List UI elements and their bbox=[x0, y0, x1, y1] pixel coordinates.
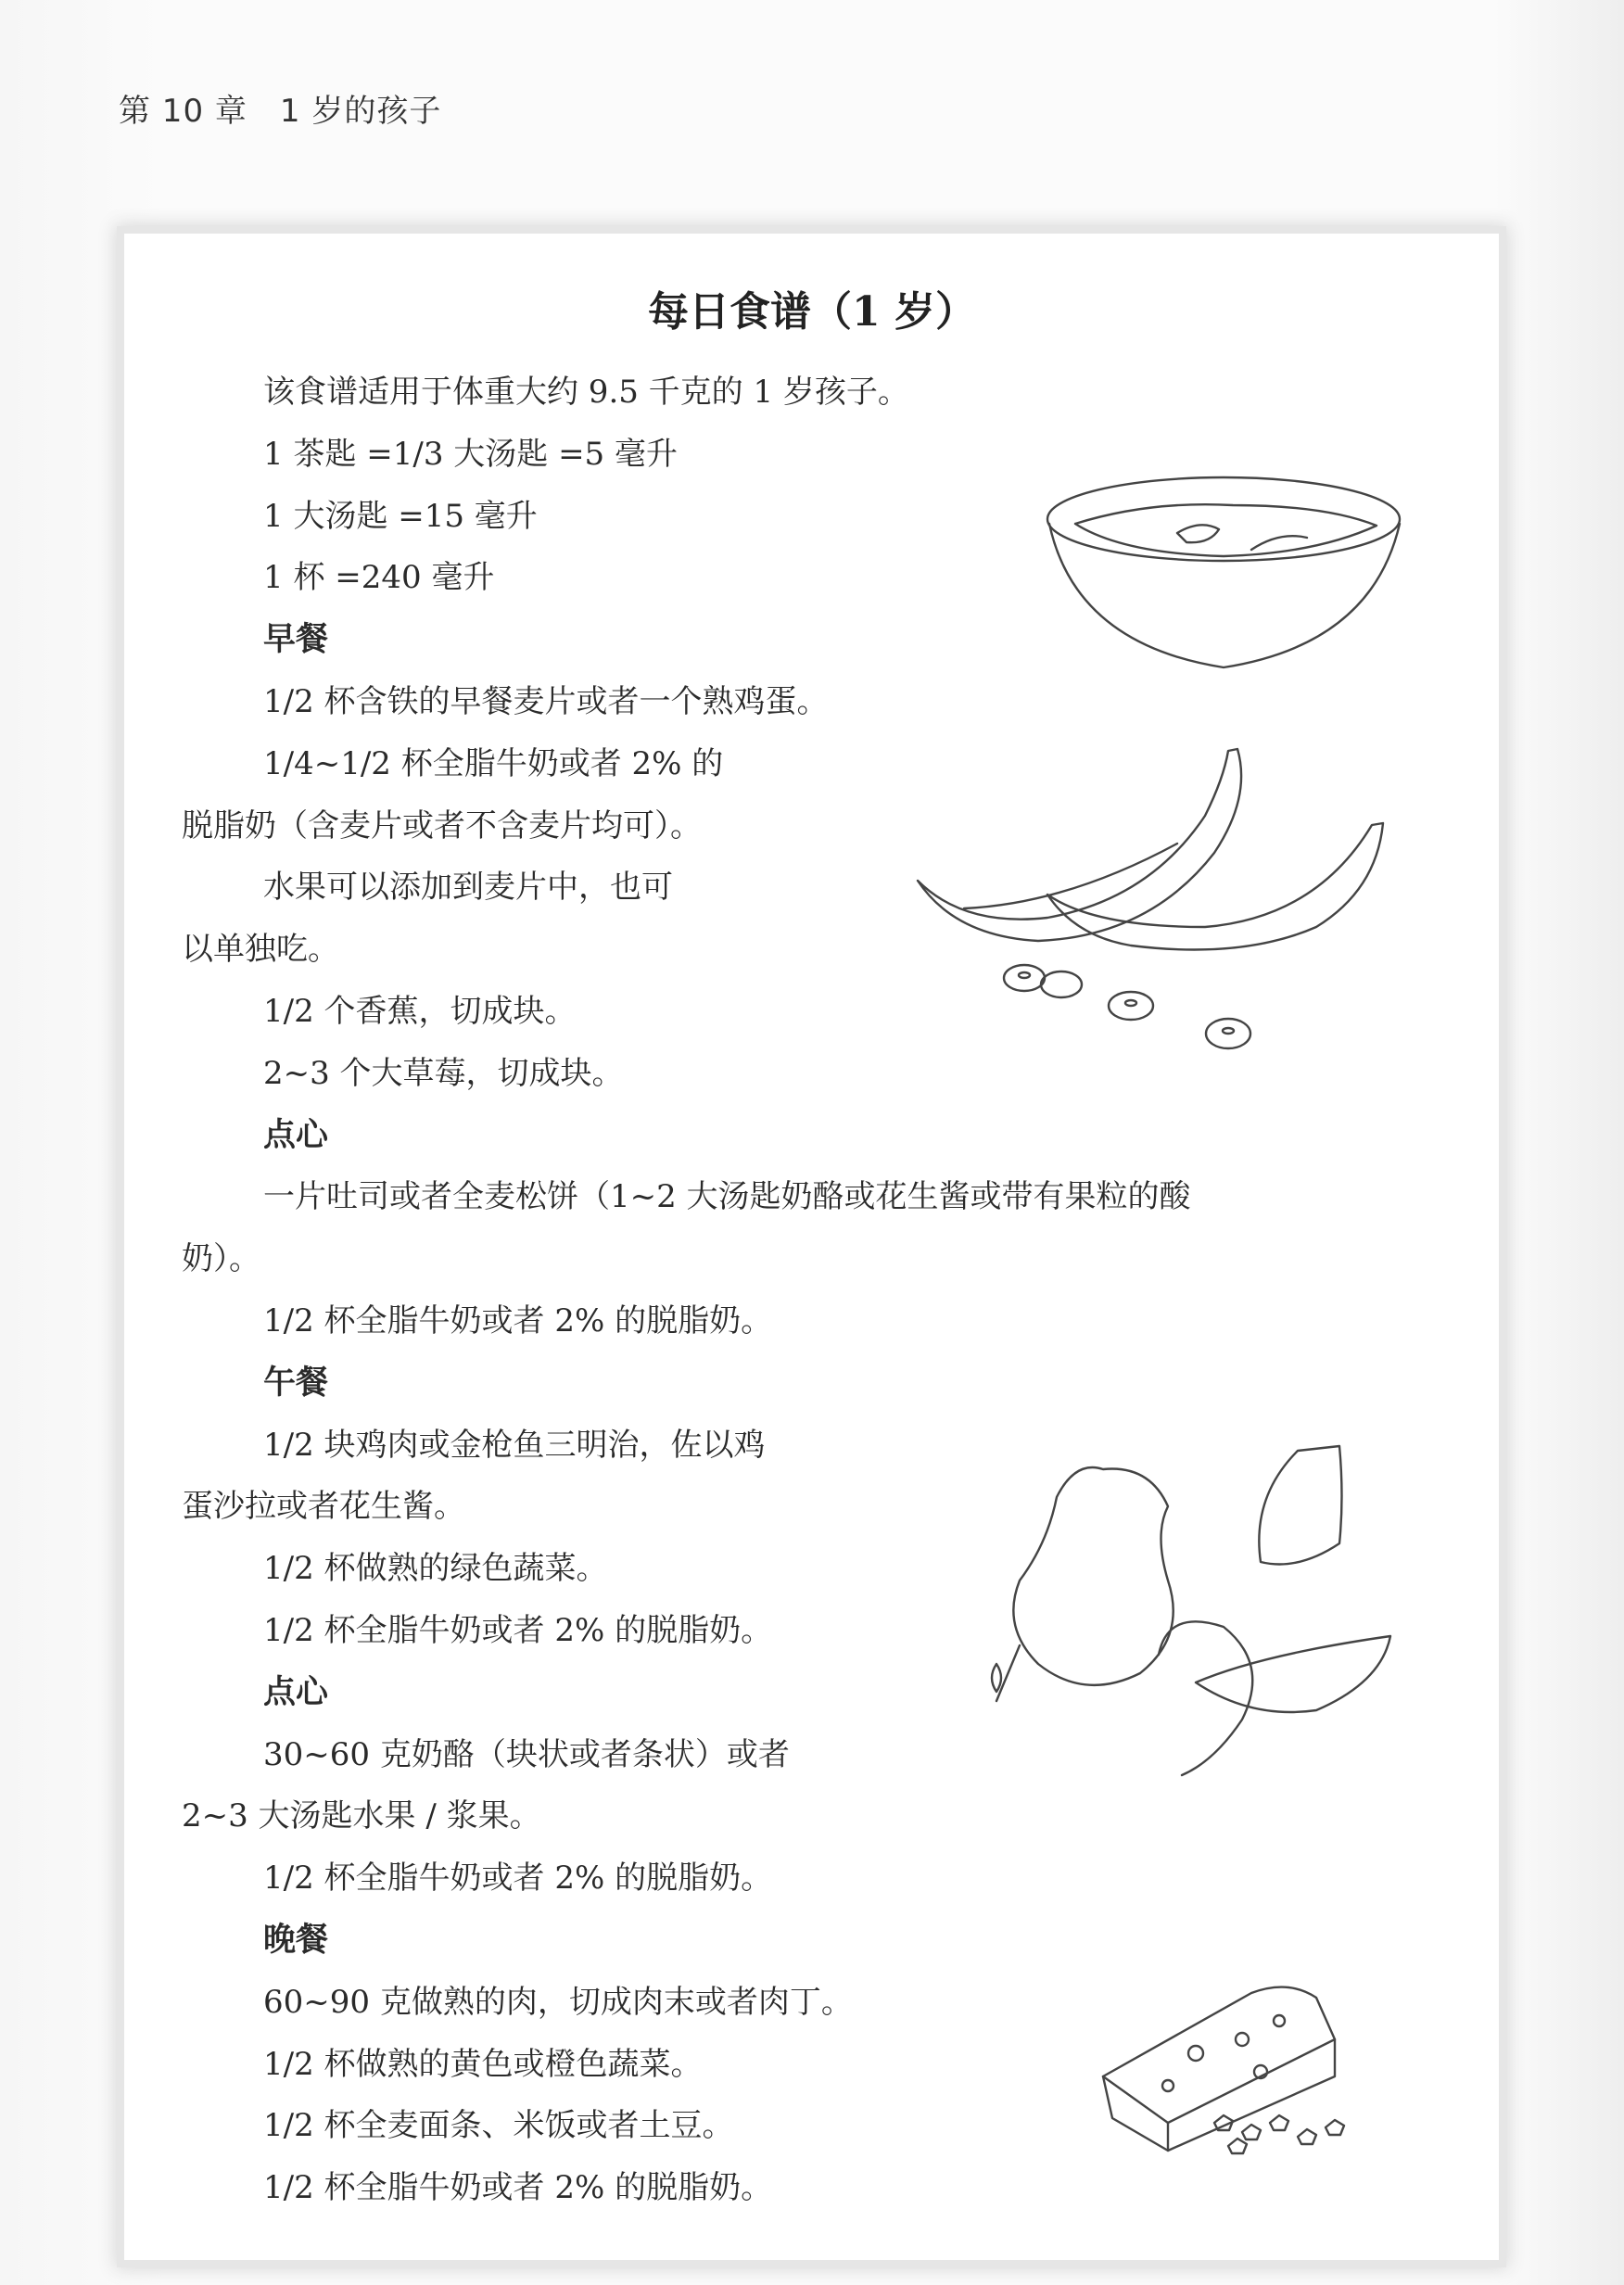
lunch-line: 蛋沙拉或者花生酱。 bbox=[182, 1488, 465, 1526]
cheese-illustration bbox=[1085, 1965, 1381, 2164]
snack1-line: 奶）。 bbox=[182, 1240, 260, 1278]
breakfast-line: 1/4~1/2 杯全脂牛奶或者 2% 的 bbox=[263, 744, 724, 782]
intro-line: 1 大汤匙 =15 毫升 bbox=[263, 497, 538, 535]
breakfast-line: 1/2 杯含铁的早餐麦片或者一个熟鸡蛋。 bbox=[263, 682, 829, 720]
pear-illustration bbox=[983, 1441, 1409, 1794]
lunch-line: 1/2 块鸡肉或金枪鱼三明治，佐以鸡 bbox=[263, 1426, 766, 1464]
dinner-line: 60~90 克做熟的肉，切成肉末或者肉丁。 bbox=[263, 1983, 853, 2021]
intro-line: 该食谱适用于体重大约 9.5 千克的 1 岁孩子。 bbox=[263, 374, 909, 411]
snack1-heading: 点心 bbox=[263, 1116, 329, 1154]
breakfast-line: 以单独吃。 bbox=[182, 931, 339, 969]
dinner-line: 1/2 杯全麦面条、米饭或者土豆。 bbox=[263, 2107, 734, 2145]
chapter-header: 第 10 章 1 岁的孩子 bbox=[119, 93, 442, 130]
snack1-line: 一片吐司或者全麦松饼（1~2 大汤匙奶酪或花生酱或带有果粒的酸 bbox=[263, 1178, 1191, 1216]
dinner-heading: 晚餐 bbox=[263, 1921, 329, 1959]
dinner-line: 1/2 杯做熟的黄色或橙色蔬菜。 bbox=[263, 2045, 703, 2083]
breakfast-line: 脱脂奶（含麦片或者不含麦片均可）。 bbox=[182, 806, 702, 844]
breakfast-heading: 早餐 bbox=[263, 621, 329, 659]
dinner-line: 1/2 杯全脂牛奶或者 2% 的脱脂奶。 bbox=[263, 2169, 773, 2207]
lunch-heading: 午餐 bbox=[263, 1364, 329, 1402]
intro-line: 1 茶匙 =1/3 大汤匙 =5 毫升 bbox=[263, 435, 678, 473]
lunch-line: 1/2 杯全脂牛奶或者 2% 的脱脂奶。 bbox=[263, 1611, 773, 1649]
breakfast-line: 1/2 个香蕉，切成块。 bbox=[263, 992, 577, 1030]
snack1-line: 1/2 杯全脂牛奶或者 2% 的脱脂奶。 bbox=[263, 1301, 773, 1339]
lunch-line: 1/2 杯做熟的绿色蔬菜。 bbox=[263, 1550, 608, 1588]
cereal-bowl-illustration bbox=[1038, 468, 1409, 677]
recipe-title: 每日食谱（1 岁） bbox=[648, 288, 976, 336]
snack2-line: 1/2 杯全脂牛奶或者 2% 的脱脂奶。 bbox=[263, 1860, 773, 1898]
snack2-line: 30~60 克奶酪（块状或者条状）或者 bbox=[263, 1735, 790, 1773]
banana-illustration bbox=[908, 742, 1418, 1066]
breakfast-line: 水果可以添加到麦片中，也可 bbox=[263, 869, 673, 907]
intro-line: 1 杯 =240 毫升 bbox=[263, 559, 495, 597]
breakfast-line: 2~3 个大草莓，切成块。 bbox=[263, 1054, 624, 1092]
snack2-heading: 点心 bbox=[263, 1673, 329, 1711]
snack2-line: 2~3 大汤匙水果 / 浆果。 bbox=[182, 1797, 541, 1835]
